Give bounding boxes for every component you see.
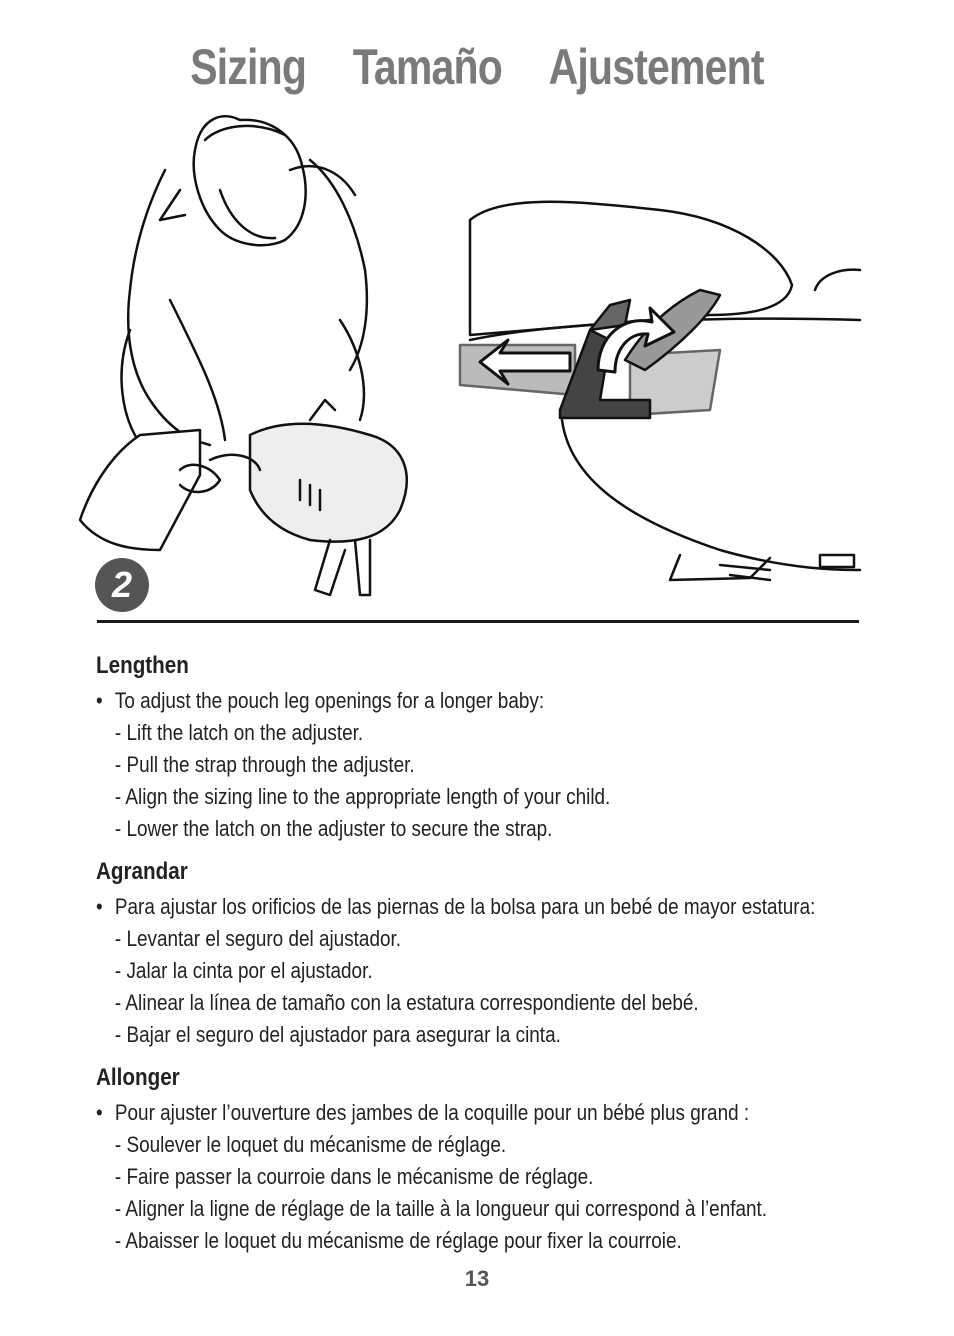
step-item: - Align the sizing line to the appropriate length of your child. (114, 784, 611, 809)
step-item: - Faire passer la courroie dans le mécanisme de réglage. (114, 1164, 594, 1189)
bullet-icon: • (96, 688, 103, 713)
step-item: - Pull the strap through the adjuster. (114, 752, 415, 777)
step-item: - Alinear la línea de tamaño con la estatura correspondiente del bebé. (114, 990, 699, 1015)
step-item: - Lower the latch on the adjuster to secure the strap. (114, 816, 553, 841)
step-item: - Levantar el seguro del ajustador. (114, 926, 402, 951)
section-english (96, 652, 876, 845)
bullet-intro (96, 891, 816, 923)
step-number-badge: 2 (95, 558, 149, 612)
intro-text: To adjust the pouch leg openings for a longer baby: (114, 688, 545, 713)
section-title: Lengthen (96, 652, 189, 679)
title-spanish: Tamaño (352, 39, 502, 95)
bullet-icon: • (96, 1100, 103, 1125)
bullet-icon: • (96, 894, 103, 919)
intro-text: Pour ajuster l’ouverture des jambes de la coquille pour un bébé plus grand : (114, 1100, 750, 1125)
sizing-illustration (70, 100, 870, 620)
section-title: Allonger (96, 1064, 180, 1091)
page-number: 13 (464, 1266, 490, 1291)
section-spanish (96, 858, 876, 1051)
step-item: - Soulever le loquet du mécanisme de réglage. (114, 1132, 507, 1157)
step-item: - Jalar la cinta por el ajustador. (114, 958, 373, 983)
step-item: - Abaisser le loquet du mécanisme de réglage pour fixer la courroie. (114, 1228, 682, 1253)
instructions (96, 652, 876, 1270)
step-item: - Lift the latch on the adjuster. (114, 720, 364, 745)
section-title: Agrandar (96, 858, 188, 885)
title-french: Ajustement (548, 39, 764, 95)
section-french (96, 1064, 876, 1257)
divider-line (97, 620, 859, 623)
step-item: - Aligner la ligne de réglage de la taille à la longueur qui correspond à l’enfant. (114, 1196, 768, 1221)
step-item: - Bajar el seguro del ajustador para asegurar la cinta. (114, 1022, 561, 1047)
bullet-intro (96, 685, 767, 717)
adjuster-closeup-drawing (460, 202, 860, 580)
bullet-intro (96, 1097, 767, 1129)
title-english: Sizing (190, 39, 307, 95)
intro-text: Para ajustar los orificios de las piernas de la bolsa para un bebé de mayor estatura: (114, 894, 816, 919)
page-title (86, 38, 868, 96)
person-adjusting-carrier-drawing (80, 116, 407, 595)
